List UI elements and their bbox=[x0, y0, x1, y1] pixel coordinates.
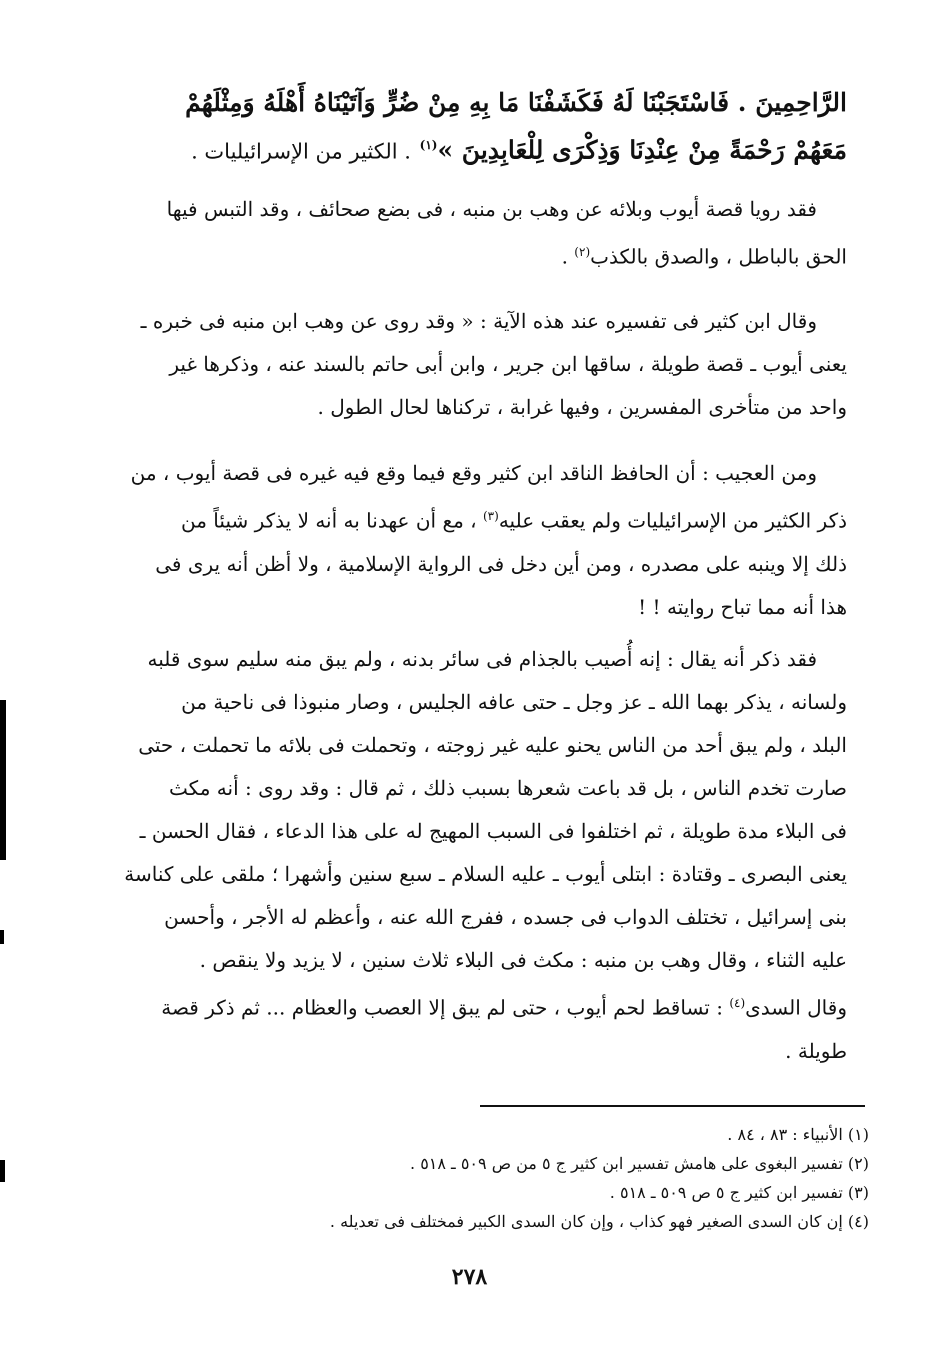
text-line: بنى إسرائيل ، تختلف الدواب فى جسده ، ففرج الله عنه ، وأعظم له الأجر ، وأحسن bbox=[164, 905, 847, 929]
text-line: ومن العجيب : أن الحافظ الناقد ابن كثير وقع فيما وقع فيه غيره فى قصة أيوب ، من bbox=[130, 461, 817, 485]
verse-line: الرَّاحِمِينَ . فَاسْتَجَبْنَا لَهُ فَكَشَفْنَا مَا بِهِ مِنْ ضُرٍّ وَآتَيْنَاهُ أَهْلَهُ وَمِثْلَهُمْ bbox=[185, 88, 847, 117]
verse-text: مَعَهُمْ رَحْمَةً مِنْ عِنْدِنَا وَذِكْرَى لِلْعَابِدِينَ » bbox=[437, 135, 847, 165]
text-line: هذا أنه مما تباح روايته ! ! bbox=[638, 594, 847, 619]
footnotes bbox=[260, 1120, 869, 1236]
paragraph bbox=[100, 452, 847, 629]
paragraph bbox=[100, 188, 847, 279]
page-number: ٢٧٨ bbox=[451, 1264, 488, 1290]
paragraph bbox=[100, 638, 847, 1073]
text-line bbox=[100, 231, 847, 279]
text-line: صارت تخدم الناس ، بل قد باعت شعرها بسبب ذلك ، ثم قال : وقد روى : أنه مكث bbox=[169, 776, 847, 800]
footnote-divider bbox=[480, 1105, 865, 1107]
footnote: (٣) تفسير ابن كثير ج ٥ ص ٥٠٩ ـ ٥١٨ . bbox=[609, 1183, 869, 1202]
text-line: طويلة . bbox=[785, 1038, 847, 1063]
text-segment: الحق بالباطل ، والصدق بالكذب bbox=[590, 244, 847, 269]
text-line: فقد ذكر أنه يقال : إنه أُصيب بالجذام فى سائر بدنه ، ولم يبق منه سليم سوى قلبه bbox=[147, 647, 817, 671]
text-line: يعنى البصرى ـ وقتادة : ابتلى أيوب ـ عليه السلام ـ سبع سنين وأشهرا ؛ ملقى على كناسة bbox=[124, 862, 847, 886]
footnote: (٤) إن كان السدى الصغير فهو كذاب ، وإن كان السدى الكبير فمختلف فى تعديله . bbox=[329, 1212, 869, 1231]
text-line: واحد من متأخرى المفسرين ، وفيها غرابة ، تركناها لحال الطول . bbox=[317, 395, 847, 419]
scan-edge-mark bbox=[0, 930, 4, 944]
verse-commentary: . الكثير من الإسرائيليات . bbox=[191, 139, 411, 164]
quran-verse-block bbox=[100, 82, 847, 172]
text-line bbox=[100, 982, 847, 1030]
text-line: وقال ابن كثير فى تفسيره عند هذه الآية : « وقد روى عن وهب ابن منبه فى خبره ـ bbox=[140, 309, 817, 333]
text-segment: : تساقط لحم أيوب ، حتى لم يبق إلا العصب والعظام ... ثم ذكر قصة bbox=[161, 995, 723, 1020]
text-line: ولسانه ، يذكر بهما الله ـ عز وجل ـ حتى عافه الجليس ، وصار منبوذا فى ناحية من bbox=[181, 690, 847, 714]
text-line: البلد ، ولم يبق أحد من الناس يحنو عليه غير زوجته ، وتحملت فى بلائه ما تحملت ، حتى bbox=[138, 733, 847, 757]
paragraph bbox=[100, 300, 847, 429]
text-segment: وقال السدى bbox=[745, 995, 847, 1020]
footnote-ref: (١) bbox=[419, 138, 438, 152]
text-line: عليه الثناء ، وقال وهب بن منبه : مكث فى البلاء ثلاث سنين ، لا يزيد ولا ينقص . bbox=[199, 948, 847, 972]
text-line bbox=[100, 495, 847, 543]
footnote: (٢) تفسير البغوى على هامش تفسير ابن كثير ج ٥ من ص ٥٠٩ ـ ٥١٨ . bbox=[410, 1154, 869, 1173]
text-line: يعنى أيوب ـ قصة طويلة ، ساقها ابن جرير ، وابن أبى حاتم بالسند عنه ، وذكرها غير bbox=[169, 352, 847, 376]
text-line: ذلك إلا وينبه على مصدره ، ومن أين دخل فى الرواية الإسلامية ، ولا أظن أنه يرى فى bbox=[155, 551, 847, 576]
text-segment: ذكر الكثير من الإسرائيليات ولم يعقب عليه bbox=[498, 508, 847, 533]
text-line: فقد رويا قصة أيوب وبلائه عن وهب بن منبه ، فى بضع صحائف ، وقد التبس فيها bbox=[166, 197, 817, 221]
footnote-ref: (٣) bbox=[482, 509, 499, 523]
text-segment: ، مع أن عهدنا به أنه لا يذكر شيئاً من bbox=[181, 508, 477, 533]
text-segment: . bbox=[561, 244, 568, 269]
text-line: فى البلاء مدة طويلة ، ثم اختلفوا فى السبب المهيج له على هذا الدعاء ، فقال الحسن ـ bbox=[139, 819, 847, 843]
footnote: (١) الأنبياء : ٨٣ ، ٨٤ . bbox=[727, 1125, 869, 1144]
footnote-ref: (٢) bbox=[574, 245, 591, 259]
footnote-ref: (٤) bbox=[729, 996, 746, 1010]
scan-edge-mark bbox=[0, 1160, 5, 1182]
verse-line bbox=[100, 124, 847, 172]
scan-edge-mark bbox=[0, 700, 6, 860]
